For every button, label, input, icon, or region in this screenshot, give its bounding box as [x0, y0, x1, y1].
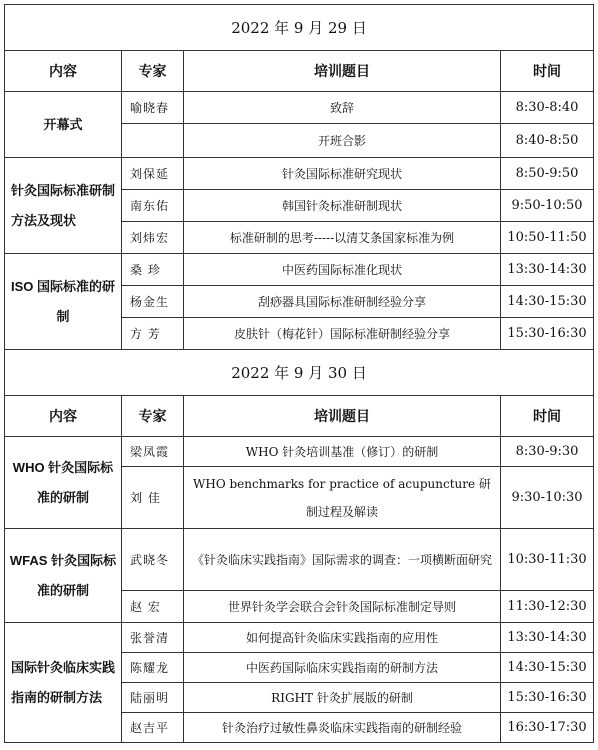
- expert-name: 陆丽明: [122, 683, 184, 713]
- header-content: 内容: [5, 51, 122, 92]
- time-slot: 8:50-9:50: [501, 158, 594, 190]
- table-row: [5, 623, 594, 653]
- topic-title: 针灸治疗过敏性鼻炎临床实践指南的研制经验: [184, 713, 501, 743]
- table-row: [5, 92, 594, 124]
- header-expert: 专家: [122, 396, 184, 437]
- topic-title: 中医药国际标准化现状: [184, 254, 501, 286]
- training-schedule: [4, 4, 593, 743]
- time-slot: 9:30-10:30: [501, 467, 594, 529]
- header-topic: 培训题目: [184, 51, 501, 92]
- header-time: 时间: [501, 51, 594, 92]
- expert-name: 陈耀龙: [122, 653, 184, 683]
- expert-name: [122, 124, 184, 158]
- time-slot: 11:30-12:30: [501, 591, 594, 623]
- time-slot: 8:40-8:50: [501, 124, 594, 158]
- date-row: [5, 5, 594, 51]
- session-category: WFAS 针灸国际标准的研制: [5, 529, 122, 623]
- expert-name: 刘炜宏: [122, 222, 184, 254]
- schedule-table: [4, 4, 594, 743]
- time-slot: 16:30-17:30: [501, 713, 594, 743]
- table-row: [5, 529, 594, 591]
- expert-name: 方 芳: [122, 318, 184, 350]
- expert-name: 梁凤霞: [122, 437, 184, 467]
- header-topic: 培训题目: [184, 396, 501, 437]
- time-slot: 15:30-16:30: [501, 318, 594, 350]
- time-slot: 8:30-9:30: [501, 437, 594, 467]
- topic-title: 韩国针灸标准研制现状: [184, 190, 501, 222]
- table-row: [5, 158, 594, 190]
- session-category: WHO 针灸国际标准的研制: [5, 437, 122, 529]
- expert-name: 赵 宏: [122, 591, 184, 623]
- time-slot: 10:30-11:30: [501, 529, 594, 591]
- table-row: [5, 437, 594, 467]
- expert-name: 南东佑: [122, 190, 184, 222]
- session-category: 开幕式: [5, 92, 122, 158]
- header-row: [5, 51, 594, 92]
- topic-title: WHO benchmarks for practice of acupuncture 研制过程及解读: [184, 467, 501, 529]
- header-row: [5, 396, 594, 437]
- time-slot: 14:30-15:30: [501, 286, 594, 318]
- topic-title: 标准研制的思考-----以清艾条国家标准为例: [184, 222, 501, 254]
- day-date: 2022 年 9 月 30 日: [5, 350, 594, 396]
- topic-title: 皮肤针（梅花针）国际标准研制经验分享: [184, 318, 501, 350]
- expert-name: 喻晓春: [122, 92, 184, 124]
- topic-title: 《针灸临床实践指南》国际需求的调查：一项横断面研究: [184, 529, 501, 591]
- header-time: 时间: [501, 396, 594, 437]
- expert-name: 刘保延: [122, 158, 184, 190]
- table-row: [5, 254, 594, 286]
- topic-title: 如何提高针灸临床实践指南的应用性: [184, 623, 501, 653]
- session-category: 国际针灸临床实践指南的研制方法: [5, 623, 122, 743]
- session-category: ISO 国际标准的研制: [5, 254, 122, 350]
- topic-title: 世界针灸学会联合会针灸国际标准制定导则: [184, 591, 501, 623]
- expert-name: 赵吉平: [122, 713, 184, 743]
- topic-title: 针灸国际标准研究现状: [184, 158, 501, 190]
- time-slot: 13:30-14:30: [501, 623, 594, 653]
- header-content: 内容: [5, 396, 122, 437]
- time-slot: 15:30-16:30: [501, 683, 594, 713]
- topic-title: 中医药国际临床实践指南的研制方法: [184, 653, 501, 683]
- topic-title: RIGHT 针灸扩展版的研制: [184, 683, 501, 713]
- topic-title: 致辞: [184, 92, 501, 124]
- time-slot: 9:50-10:50: [501, 190, 594, 222]
- topic-title: 刮痧器具国际标准研制经验分享: [184, 286, 501, 318]
- expert-name: 桑 珍: [122, 254, 184, 286]
- expert-name: 杨金生: [122, 286, 184, 318]
- topic-title: WHO 针灸培训基准（修订）的研制: [184, 437, 501, 467]
- time-slot: 10:50-11:50: [501, 222, 594, 254]
- header-expert: 专家: [122, 51, 184, 92]
- expert-name: 张誉清: [122, 623, 184, 653]
- time-slot: 8:30-8:40: [501, 92, 594, 124]
- time-slot: 13:30-14:30: [501, 254, 594, 286]
- expert-name: 武晓冬: [122, 529, 184, 591]
- expert-name: 刘 佳: [122, 467, 184, 529]
- topic-title: 开班合影: [184, 124, 501, 158]
- session-category: 针灸国际标准研制方法及现状: [5, 158, 122, 254]
- day-date: 2022 年 9 月 29 日: [5, 5, 594, 51]
- time-slot: 14:30-15:30: [501, 653, 594, 683]
- date-row: [5, 350, 594, 396]
